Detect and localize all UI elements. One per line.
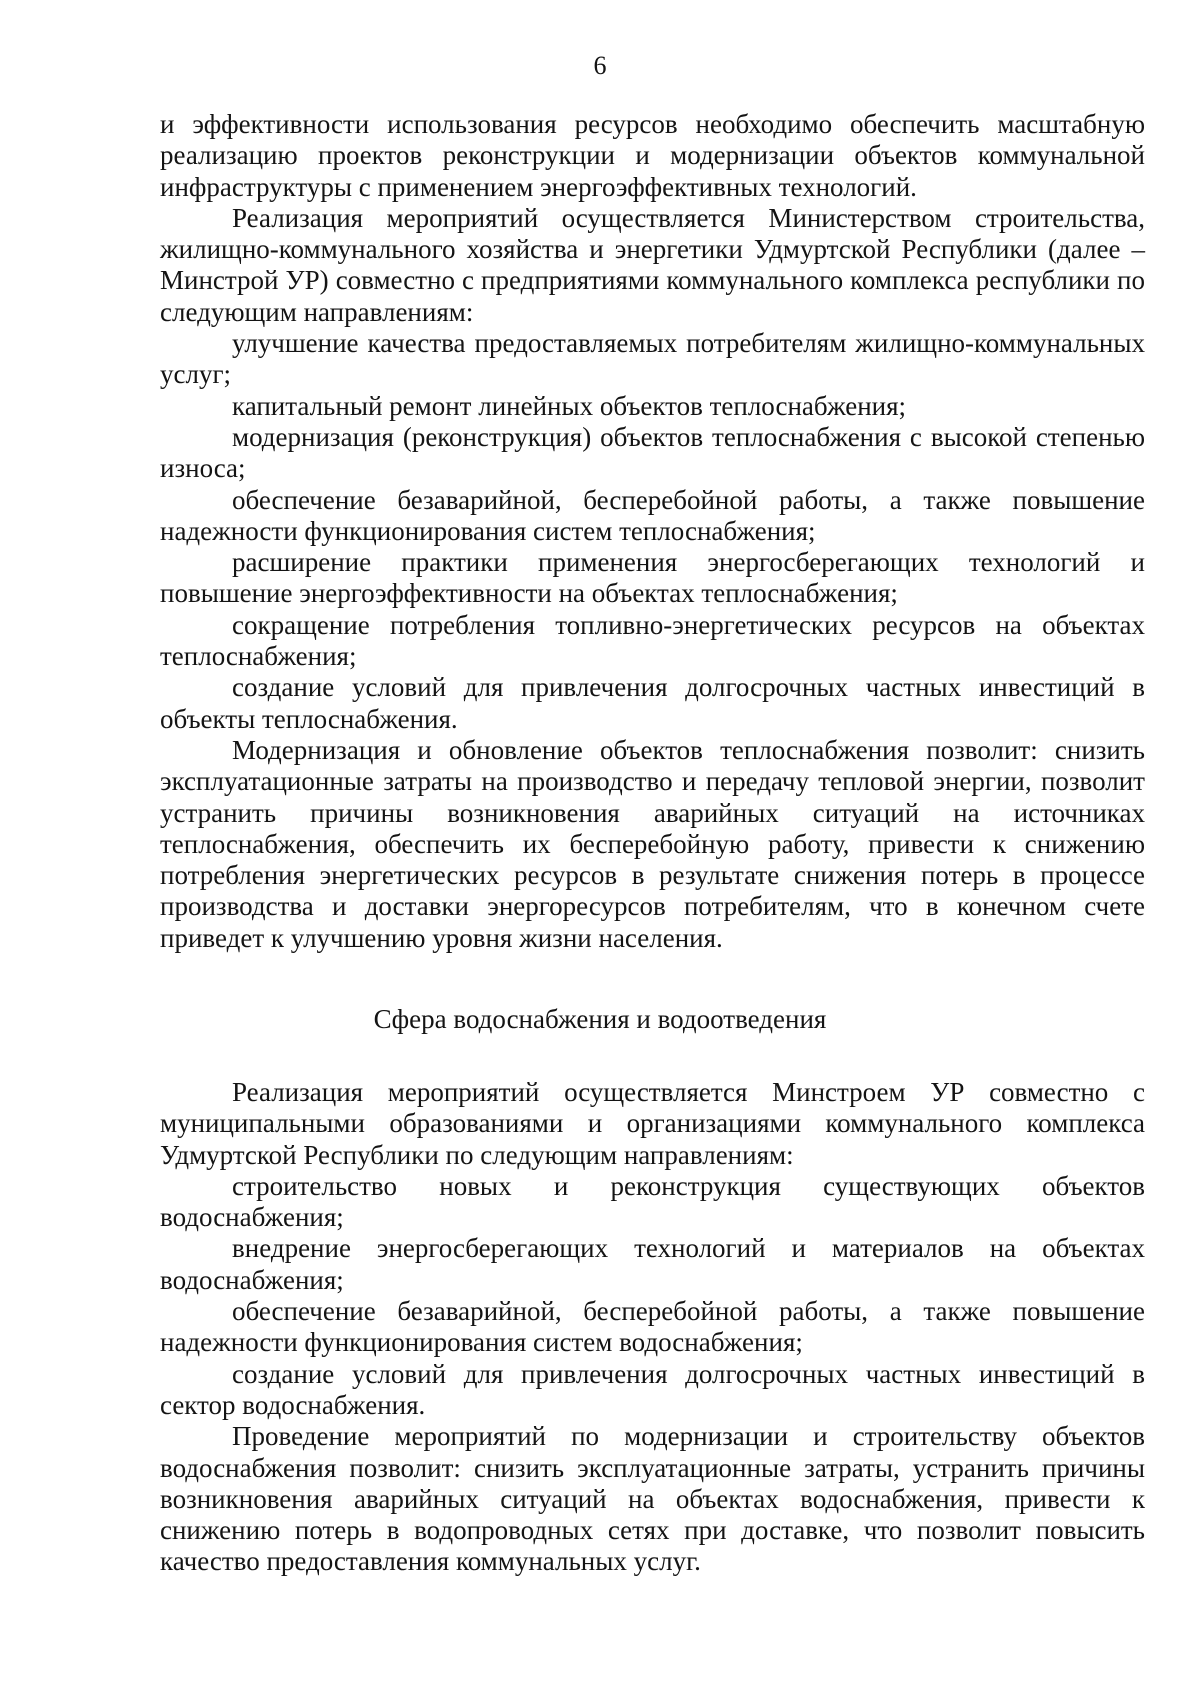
heat-conclusion-paragraph: Модернизация и обновление объектов теплоснабжения позволит: снизить эксплуатационные затраты на производство и передачу тепловой энергии, позволит устранить причины возникновения аварийных ситуаций на источниках теплоснабжения, обеспечить их бесперебойную работу, привести к снижению потребления энергетических ресурсов в результате снижения потерь в процессе производства и доставки энергоресурсов потребителям, что в конечном счете приведет к улучшению уровня жизни населения. <box>160 734 1145 953</box>
water-intro-paragraph: Реализация мероприятий осуществляется Минстроем УР совместно с муниципальными образованиями и организациями коммунального комплекса Удмуртской Республики по следующим направлениям: <box>160 1077 1145 1170</box>
heat-direction-item: модернизация (реконструкция) объектов теплоснабжения с высокой степенью износа; <box>160 421 1145 484</box>
water-conclusion-paragraph: Проведение мероприятий по модернизации и строительству объектов водоснабжения позволит: снизить эксплуатационные затраты, устранить причины возникновения аварийных ситуаций на объектах водоснабжения, привести к снижению потерь в водопроводных сетях при доставке, что позволит повысить качество предоставления коммунальных услуг. <box>160 1421 1145 1577</box>
water-direction-item: обеспечение безаварийной, бесперебойной работы, а также повышение надежности функционирования систем водоснабжения; <box>160 1296 1145 1358</box>
water-direction-item: внедрение энергосберегающих технологий и материалов на объектах водоснабжения; <box>160 1233 1145 1295</box>
heat-supply-text <box>160 109 1145 954</box>
water-section-heading: Сфера водоснабжения и водоотведения <box>373 1004 827 1034</box>
heat-direction-item: сокращение потребления топливно-энергетических ресурсов на объектах теплоснабжения; <box>160 609 1145 672</box>
heat-direction-item: капитальный ремонт линейных объектов теплоснабжения; <box>232 390 907 421</box>
page-number: 6 <box>593 51 607 80</box>
water-direction-item: строительство новых и реконструкция существующих объектов водоснабжения; <box>160 1170 1145 1233</box>
heat-direction-item: расширение практики применения энергосберегающих технологий и повышение энергоэффективности на объектах теплоснабжения; <box>160 547 1145 609</box>
heat-direction-item: обеспечение безаварийной, бесперебойной работы, а также повышение надежности функционирования систем теплоснабжения; <box>160 484 1145 546</box>
heat-direction-item: создание условий для привлечения долгосрочных частных инвестиций в объекты теплоснабжения. <box>160 672 1145 734</box>
water-direction-item: создание условий для привлечения долгосрочных частных инвестиций в сектор водоснабжения. <box>160 1358 1145 1420</box>
heat-intro-paragraph: Реализация мероприятий осуществляется Министерством строительства, жилищно-коммунального хозяйства и энергетики Удмуртской Республики (далее – Минстрой УР) совместно с предприятиями коммунального комплекса республики по следующим направлениям: <box>160 202 1145 327</box>
heat-direction-item: улучшение качества предоставляемых потребителям жилищно-коммунальных услуг; <box>160 328 1145 390</box>
intro-paragraph: и эффективности использования ресурсов необходимо обеспечить масштабную реализацию проектов реконструкции и модернизации объектов коммунальной инфраструктуры с применением энергоэффективных технологий. <box>160 109 1145 202</box>
water-supply-text <box>160 1077 1145 1578</box>
